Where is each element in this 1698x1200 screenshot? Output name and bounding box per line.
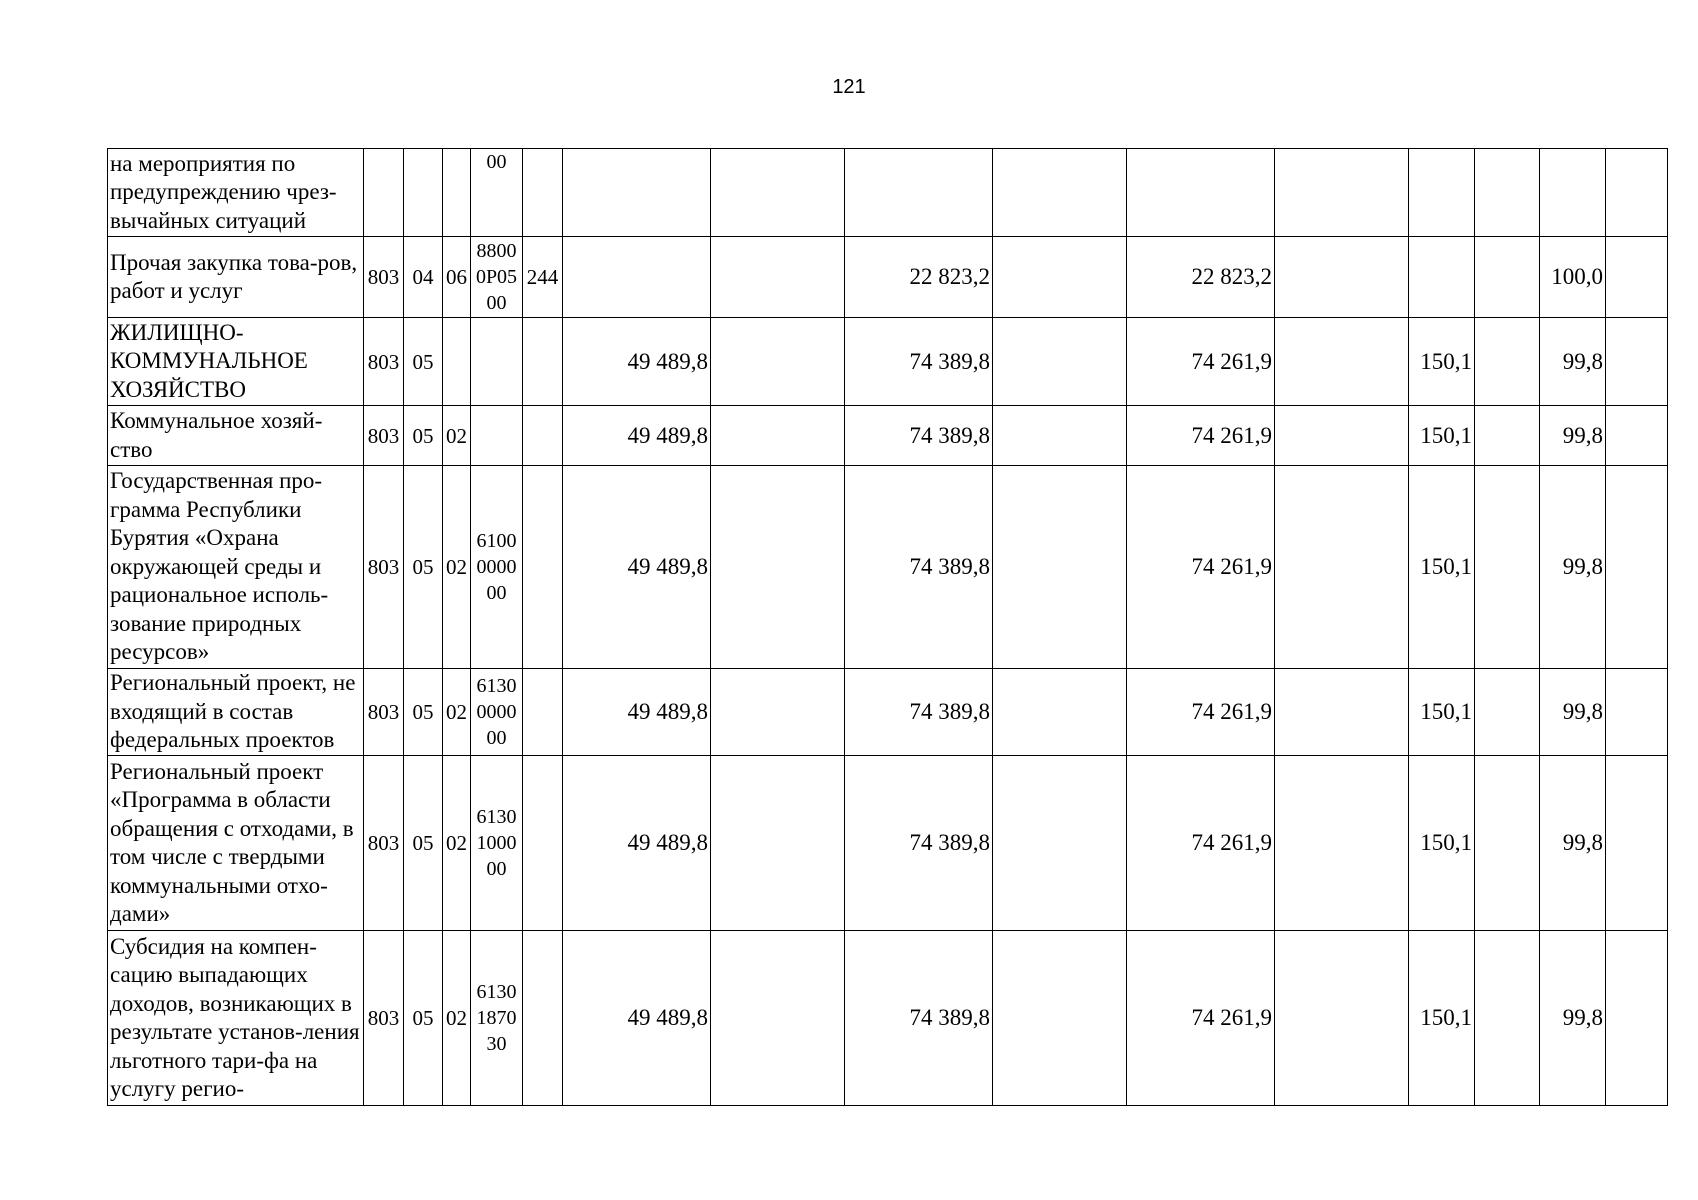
section-code: 05	[404, 756, 443, 931]
row-name: Прочая закупка това-ров, работ и услуг	[108, 237, 364, 318]
section-code: 05	[404, 406, 443, 466]
approved-amount: 49 489,8	[563, 756, 711, 931]
subsection-code	[443, 318, 471, 406]
empty-cell	[1275, 931, 1409, 1106]
section-code: 05	[404, 931, 443, 1106]
percent-of-approved: 150,1	[1409, 931, 1475, 1106]
budget-table	[107, 148, 1668, 1106]
ved-code: 803	[364, 318, 404, 406]
expense-type-code	[523, 466, 563, 669]
approved-amount: 49 489,8	[563, 466, 711, 669]
row-name: Региональный проект «Программа в области обращения с отходами, в том числе с твердыми коммунальными отхо-дами»	[108, 756, 364, 931]
percent-of-approved: 150,1	[1409, 466, 1475, 669]
percent-of-refined: 99,8	[1540, 756, 1606, 931]
table-row	[108, 237, 1668, 318]
percent-of-approved: 150,1	[1409, 318, 1475, 406]
empty-cell	[1475, 237, 1540, 318]
ved-code: 803	[364, 237, 404, 318]
percent-of-refined: 99,8	[1540, 669, 1606, 756]
percent-of-refined: 100,0	[1540, 237, 1606, 318]
executed-amount: 74 261,9	[1127, 406, 1275, 466]
row-name: Государственная про-грамма Республики Бурятия «Охрана окружающей среды и рациональное исполь-зование природных ресурсов»	[108, 466, 364, 669]
empty-cell	[993, 669, 1127, 756]
refined-amount: 74 389,8	[845, 406, 993, 466]
section-code: 05	[404, 318, 443, 406]
row-name: на мероприятия по предупреждению чрез-вычайных ситуаций	[108, 149, 364, 237]
empty-cell	[1606, 669, 1668, 756]
percent-of-refined: 99,8	[1540, 318, 1606, 406]
empty-cell	[1606, 466, 1668, 669]
table-row	[108, 931, 1668, 1106]
executed-amount: 74 261,9	[1127, 669, 1275, 756]
budget-table-body	[108, 149, 1668, 1106]
percent-of-refined: 99,8	[1540, 406, 1606, 466]
empty-cell	[1606, 318, 1668, 406]
percent-of-refined: 99,8	[1540, 931, 1606, 1106]
percent-of-refined: 99,8	[1540, 466, 1606, 669]
table-row	[108, 466, 1668, 669]
expense-type-code	[523, 406, 563, 466]
section-code: 05	[404, 669, 443, 756]
row-name: ЖИЛИЩНО-КОММУНАЛЬНОЕ ХОЗЯЙСТВО	[108, 318, 364, 406]
expense-type-code	[523, 931, 563, 1106]
subsection-code: 06	[443, 237, 471, 318]
approved-amount	[563, 237, 711, 318]
empty-cell	[1606, 149, 1668, 237]
empty-cell	[1606, 406, 1668, 466]
target-article-code: 6130100000	[471, 756, 523, 931]
empty-cell	[993, 466, 1127, 669]
expense-type-code	[523, 318, 563, 406]
expense-type-code	[523, 669, 563, 756]
percent-of-approved: 150,1	[1409, 669, 1475, 756]
subsection-code: 02	[443, 756, 471, 931]
executed-amount: 74 261,9	[1127, 466, 1275, 669]
empty-cell	[1606, 756, 1668, 931]
executed-amount: 74 261,9	[1127, 756, 1275, 931]
expense-type-code	[523, 149, 563, 237]
section-code: 05	[404, 466, 443, 669]
target-article-code: 6130187030	[471, 931, 523, 1106]
percent-of-refined	[1540, 149, 1606, 237]
empty-cell	[1475, 669, 1540, 756]
empty-cell	[1606, 237, 1668, 318]
refined-amount: 74 389,8	[845, 669, 993, 756]
percent-of-approved: 150,1	[1409, 406, 1475, 466]
refined-amount: 74 389,8	[845, 466, 993, 669]
executed-amount	[1127, 149, 1275, 237]
page-number: 121	[832, 76, 866, 98]
empty-cell	[1275, 318, 1409, 406]
empty-cell	[993, 931, 1127, 1106]
row-name: Региональный проект, не входящий в состав федеральных проектов	[108, 669, 364, 756]
empty-cell	[1475, 318, 1540, 406]
empty-cell	[1275, 669, 1409, 756]
percent-of-approved: 150,1	[1409, 756, 1475, 931]
refined-amount: 74 389,8	[845, 931, 993, 1106]
executed-amount: 74 261,9	[1127, 931, 1275, 1106]
empty-cell	[711, 149, 845, 237]
table-row	[108, 149, 1668, 237]
ved-code: 803	[364, 931, 404, 1106]
ved-code: 803	[364, 756, 404, 931]
refined-amount: 74 389,8	[845, 756, 993, 931]
target-article-code: 00	[471, 149, 523, 237]
expense-type-code: 244	[523, 237, 563, 318]
empty-cell	[993, 756, 1127, 931]
section-code: 04	[404, 237, 443, 318]
approved-amount: 49 489,8	[563, 406, 711, 466]
empty-cell	[1275, 149, 1409, 237]
approved-amount	[563, 149, 711, 237]
subsection-code: 02	[443, 466, 471, 669]
empty-cell	[711, 318, 845, 406]
target-article-code	[471, 406, 523, 466]
refined-amount	[845, 149, 993, 237]
subsection-code	[443, 149, 471, 237]
table-row	[108, 756, 1668, 931]
row-name: Субсидия на компен-сацию выпадающих доходов, возникающих в результате установ-ления льготного тари-фа на услугу регио-	[108, 931, 364, 1106]
section-code	[404, 149, 443, 237]
target-article-code: 88000P0500	[471, 237, 523, 318]
target-article-code: 6130000000	[471, 669, 523, 756]
target-article-code	[471, 318, 523, 406]
ved-code	[364, 149, 404, 237]
empty-cell	[1475, 931, 1540, 1106]
executed-amount: 22 823,2	[1127, 237, 1275, 318]
refined-amount: 22 823,2	[845, 237, 993, 318]
empty-cell	[711, 931, 845, 1106]
expense-type-code	[523, 756, 563, 931]
empty-cell	[1475, 756, 1540, 931]
table-row	[108, 406, 1668, 466]
empty-cell	[711, 406, 845, 466]
ved-code: 803	[364, 669, 404, 756]
empty-cell	[711, 669, 845, 756]
ved-code: 803	[364, 466, 404, 669]
refined-amount: 74 389,8	[845, 318, 993, 406]
empty-cell	[993, 237, 1127, 318]
empty-cell	[1275, 237, 1409, 318]
percent-of-approved	[1409, 237, 1475, 318]
empty-cell	[993, 149, 1127, 237]
empty-cell	[1475, 466, 1540, 669]
empty-cell	[711, 756, 845, 931]
empty-cell	[711, 237, 845, 318]
target-article-code: 6100000000	[471, 466, 523, 669]
subsection-code: 02	[443, 669, 471, 756]
ved-code: 803	[364, 406, 404, 466]
empty-cell	[1606, 931, 1668, 1106]
empty-cell	[993, 318, 1127, 406]
approved-amount: 49 489,8	[563, 931, 711, 1106]
table-row	[108, 318, 1668, 406]
row-name: Коммунальное хозяй-ство	[108, 406, 364, 466]
executed-amount: 74 261,9	[1127, 318, 1275, 406]
empty-cell	[993, 406, 1127, 466]
table-row	[108, 669, 1668, 756]
approved-amount: 49 489,8	[563, 669, 711, 756]
approved-amount: 49 489,8	[563, 318, 711, 406]
empty-cell	[1275, 466, 1409, 669]
empty-cell	[711, 466, 845, 669]
percent-of-approved	[1409, 149, 1475, 237]
empty-cell	[1475, 149, 1540, 237]
empty-cell	[1275, 756, 1409, 931]
subsection-code: 02	[443, 406, 471, 466]
subsection-code: 02	[443, 931, 471, 1106]
empty-cell	[1275, 406, 1409, 466]
empty-cell	[1475, 406, 1540, 466]
